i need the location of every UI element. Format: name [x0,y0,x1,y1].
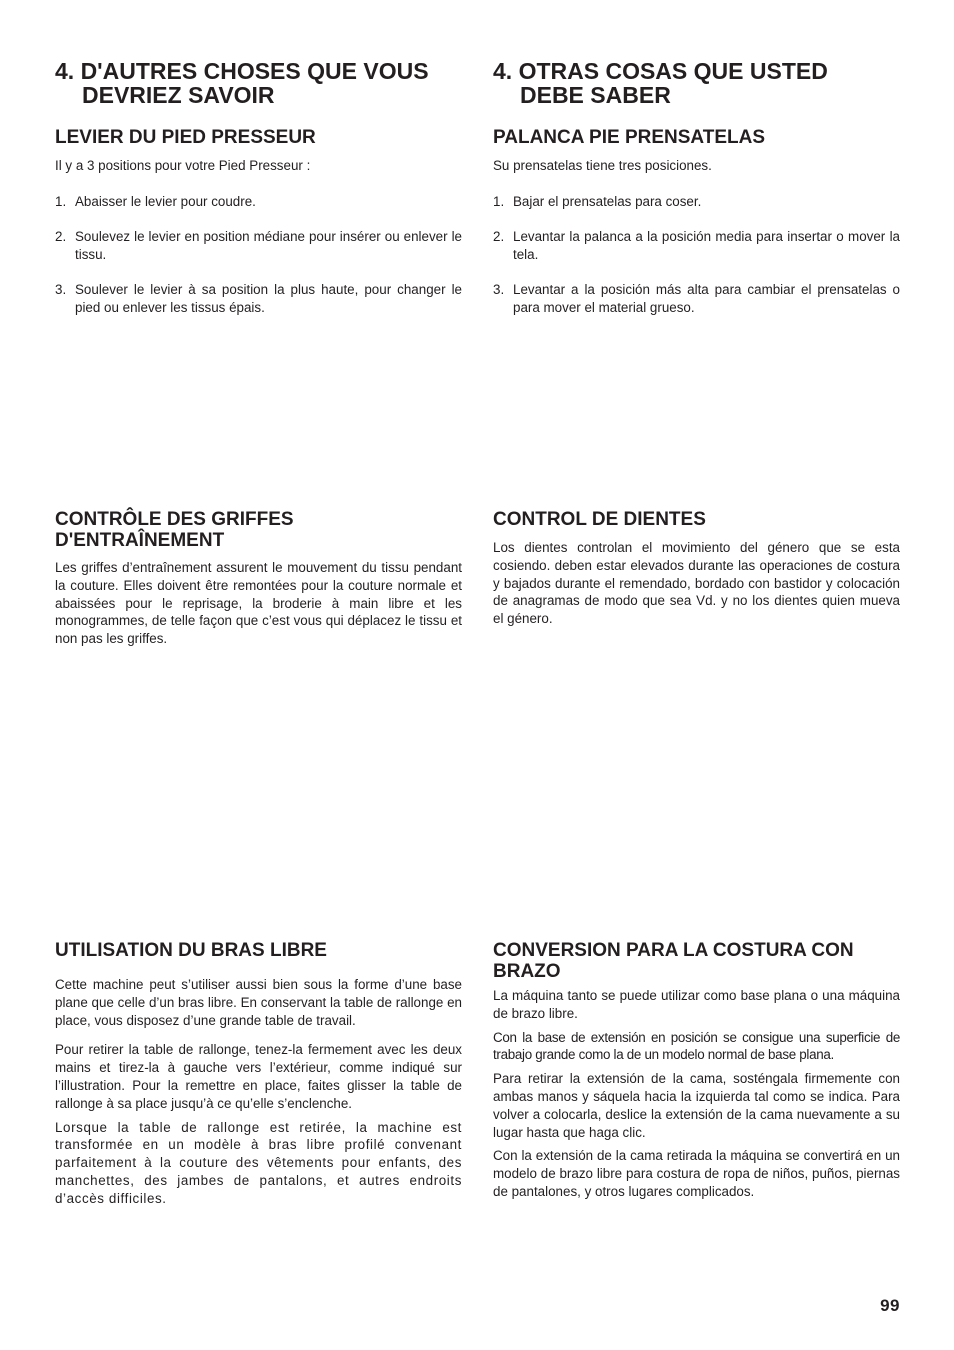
section-heading: CONTROL DE DIENTES [493,509,706,530]
chapter-heading-es [493,59,900,107]
paragraph: Con la extensión de la cama retirada la máquina se convertirá en un modelo de brazo libre para costura de ropa de niños, puños, piernas de pantalones, y otros lugares complicados. [493,1148,900,1199]
positions-list [55,193,462,317]
chapter-title-fr-line2: DEVRIEZ SAVOIR [82,82,275,108]
list-item [55,228,462,263]
section-heading [55,509,462,551]
paragraph: La máquina tanto se puede utilizar como base plana o una máquina de brazo libre. [493,988,900,1021]
chapter-title-es-line1: 4. OTRAS COSAS QUE USTED [493,58,828,84]
section-body: Los dientes controlan el movimiento del género que se esta cosiendo. deben estar elevados durante las operaciones de costura y bajados durante el remendado, bordado con bastidor y colocación de anagramas de modo que sea Vd. y no los dientes quien mueva el género. [493,540,900,627]
section-heading: LEVIER DU PIED PRESSEUR [55,127,316,148]
page-number: 99 [880,1296,900,1315]
section-feed-dogs-fr [55,509,462,648]
chapter-title-es [493,59,900,107]
section-body: Les griffes d’entraînement assurent le mouvement du tissu pendant la couture. Elles doivent être remontées pour la couture normale et abaissées pour le reprisage, la broderie à main libre et les monogrammes, de telle façon que c’est vous qui déplacez le tissu et non pas les griffes. [55,560,462,647]
section-presser-lever-fr [55,127,462,316]
item-text: Levantar a la posición más alta para cambiar el prensatelas o para mover el material grueso. [513,282,900,315]
list-item [55,193,462,211]
item-number: 2. [55,229,67,245]
item-text: Bajar el prensatelas para coser. [513,193,702,209]
section-heading-line1: CONVERSION PARA LA COSTURA CON [493,940,854,961]
chapter-title-fr-line1: 4. D'AUTRES CHOSES QUE VOUS [55,58,429,84]
section-heading-line1: CONTRÔLE DES GRIFFES [55,509,294,530]
paragraph: Pour retirer la table de rallonge, tenez-la fermement avec les deux mains et tirez-la à gauche vers l’extérieur, comme indiqué sur l’illustration. Pour la remettre en place, faites glisser la table de rallonge à sa place jusqu’à ce qu’elle s’enclenche. [55,1042,462,1111]
paragraph: Con la base de extensión en posición se consigue una superficie de trabajo grande como la de un modelo normal de base plana. [493,1029,900,1063]
item-number: 1. [493,193,505,209]
list-item [493,281,900,316]
section-heading [493,940,900,982]
positions-list [493,193,900,317]
item-number: 2. [493,229,505,245]
paragraph: Para retirar la extensión de la cama, sosténgala firmemente con ambas manos y sáquela hacia la izquierda tal como se indica. Para volver a colocarla, deslice la extensión de la cama nuevamente a su lugar hasta que haga clic. [493,1071,900,1140]
section-heading-line2: D'ENTRAÎNEMENT [55,530,225,551]
section-free-arm-fr [55,940,462,1208]
item-text: Abaisser le levier pour coudre. [75,193,256,209]
chapter-heading-fr [55,59,462,107]
item-number: 3. [493,282,505,298]
section-heading: PALANCA PIE PRENSATELAS [493,127,766,148]
section-presser-lever-es [493,127,900,316]
list-item [55,281,462,316]
chapter-title-fr [55,59,462,107]
list-item [493,228,900,263]
section-intro: Il y a 3 positions pour votre Pied Presseur : [55,158,311,173]
paragraph: Cette machine peut s’utiliser aussi bien sous la forme d’une base plane que celle d’un bras libre. En conservant la table de rallonge en place, vous disposez d’une grande table de travail. [55,977,462,1028]
item-number: 1. [55,193,67,209]
list-item [493,193,900,211]
section-intro: Su prensatelas tiene tres posiciones. [493,158,712,173]
section-feed-dogs-es [493,509,900,628]
item-text: Levantar la palanca a la posición media para insertar o mover la tela. [513,229,900,262]
paragraph: Lorsque la table de rallonge est retirée, la machine est transformée en un modèle à bras libre profilé convenant parfaitement à la couture des vêtements pour enfants, des manchettes, des jambes de pantalons, et autres endroits d’accès difficiles. [55,1119,462,1206]
item-text: Soulever le levier à sa position la plus haute, pour changer le pied ou enlever les tissus épais. [75,282,462,315]
section-heading: UTILISATION DU BRAS LIBRE [55,940,327,961]
item-number: 3. [55,282,67,298]
chapter-title-es-line2: DEBE SABER [520,82,671,108]
section-heading-line2: BRAZO [493,961,561,982]
section-free-arm-es [493,940,900,1201]
item-text: Soulevez le levier en position médiane pour insérer ou enlever le tissu. [75,229,462,262]
